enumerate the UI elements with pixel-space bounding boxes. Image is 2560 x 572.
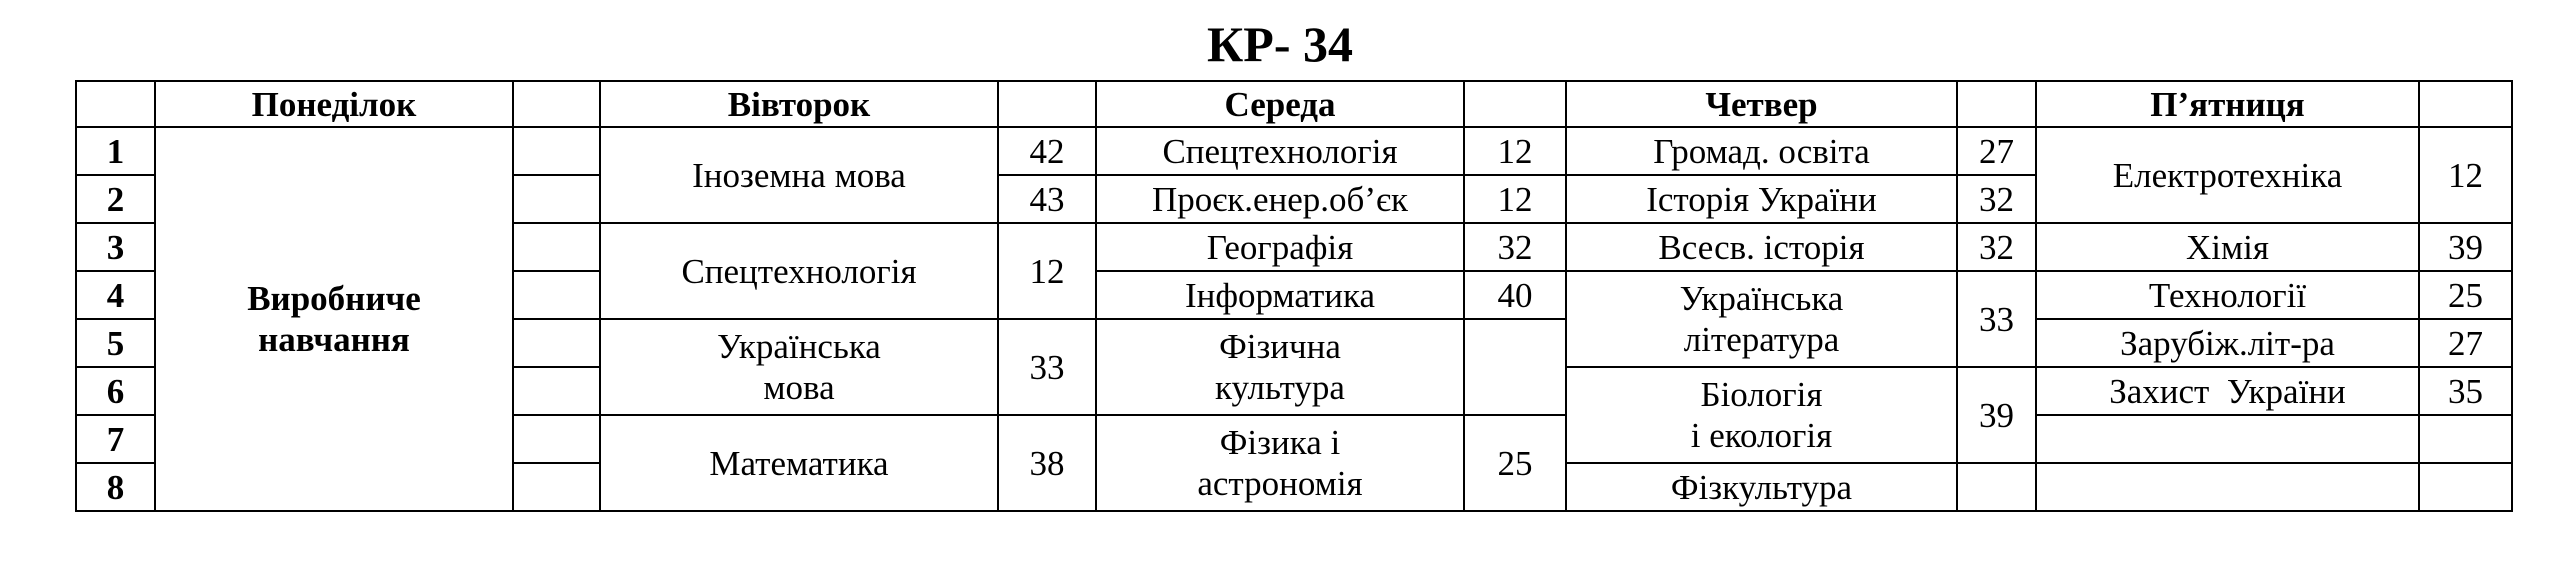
wednesday-subject: Інформатика: [1096, 271, 1464, 319]
friday-subject: Хімія: [2036, 223, 2419, 271]
thursday-room: 39: [1957, 367, 2036, 463]
monday-room-cell: [513, 175, 600, 223]
lesson-number: 7: [76, 415, 155, 463]
wednesday-subject: [1096, 415, 1464, 511]
tuesday-subject-line1: Українська: [717, 327, 881, 366]
monday-all-day-cell: [155, 127, 513, 511]
day-header-tuesday: Вівторок: [600, 81, 998, 127]
thursday-subject: [1566, 271, 1957, 367]
day-header-monday: Понеділок: [155, 81, 513, 127]
tuesday-subject: Математика: [600, 415, 998, 511]
lesson-number: 6: [76, 367, 155, 415]
page-title: КР- 34: [1207, 16, 1353, 72]
lesson-number: 2: [76, 175, 155, 223]
friday-room: [2419, 415, 2512, 463]
wednesday-room-header: [1464, 81, 1566, 127]
friday-subject: Технології: [2036, 271, 2419, 319]
lesson-number: 4: [76, 271, 155, 319]
friday-subject: Електротехніка: [2036, 127, 2419, 223]
wednesday-room: 32: [1464, 223, 1566, 271]
monday-room-header: [513, 81, 600, 127]
thursday-room: [1957, 463, 2036, 511]
friday-room-header: [2419, 81, 2512, 127]
thursday-subject-line1: Біологія: [1700, 375, 1823, 414]
friday-room: 35: [2419, 367, 2512, 415]
tuesday-room: 12: [998, 223, 1096, 319]
monday-room-cell: [513, 319, 600, 367]
thursday-subject-line2: література: [1683, 320, 1840, 359]
schedule-table: [75, 80, 2513, 512]
wednesday-room: [1464, 319, 1566, 415]
friday-room: 12: [2419, 127, 2512, 223]
monday-room-cell: [513, 415, 600, 463]
monday-room-cell: [513, 127, 600, 175]
friday-subject: [2036, 415, 2419, 463]
wednesday-subject-line2: астрономія: [1197, 464, 1363, 503]
tuesday-room: 33: [998, 319, 1096, 415]
tuesday-subject: [600, 319, 998, 415]
day-header-friday: П’ятниця: [2036, 81, 2419, 127]
day-header-wednesday: Середа: [1096, 81, 1464, 127]
friday-subject: [2036, 463, 2419, 511]
tuesday-subject: Спецтехнологія: [600, 223, 998, 319]
wednesday-subject: [1096, 319, 1464, 415]
thursday-subject: Історія України: [1566, 175, 1957, 223]
wednesday-room: 40: [1464, 271, 1566, 319]
wednesday-subject: Спецтехнологія: [1096, 127, 1464, 175]
wednesday-subject-line2: культура: [1215, 368, 1345, 407]
friday-room: 25: [2419, 271, 2512, 319]
friday-room: 39: [2419, 223, 2512, 271]
wednesday-room: 12: [1464, 127, 1566, 175]
day-header-thursday: Четвер: [1566, 81, 1957, 127]
tuesday-room: 38: [998, 415, 1096, 511]
thursday-subject: Всесв. історія: [1566, 223, 1957, 271]
header-row: [76, 81, 2512, 127]
monday-room-cell: [513, 223, 600, 271]
wednesday-subject-line1: Фізика і: [1219, 423, 1341, 462]
wednesday-subject: Проєк.енер.об’єк: [1096, 175, 1464, 223]
monday-room-cell: [513, 463, 600, 511]
lesson-number: 8: [76, 463, 155, 511]
tuesday-subject: Іноземна мова: [600, 127, 998, 223]
lesson-row-1: [76, 127, 2512, 175]
thursday-subject-line2: і екологія: [1690, 416, 1833, 455]
friday-room: [2419, 463, 2512, 511]
thursday-subject: Громад. освіта: [1566, 127, 1957, 175]
thursday-subject: Фізкультура: [1566, 463, 1957, 511]
thursday-room-header: [1957, 81, 2036, 127]
lesson-number: 5: [76, 319, 155, 367]
thursday-room: 33: [1957, 271, 2036, 367]
thursday-subject-line1: Українська: [1679, 279, 1844, 318]
wednesday-subject: Географія: [1096, 223, 1464, 271]
thursday-room: 32: [1957, 175, 2036, 223]
wednesday-subject-line1: Фізична: [1219, 327, 1341, 366]
friday-room: 27: [2419, 319, 2512, 367]
monday-room-cell: [513, 271, 600, 319]
monday-all-day-line1: Виробниче: [247, 279, 421, 318]
corner-cell: [76, 81, 155, 127]
wednesday-room: 12: [1464, 175, 1566, 223]
friday-subject: Зарубіж.літ-ра: [2036, 319, 2419, 367]
tuesday-room-header: [998, 81, 1096, 127]
tuesday-subject-line2: мова: [763, 368, 835, 407]
monday-room-cell: [513, 367, 600, 415]
lesson-number: 3: [76, 223, 155, 271]
monday-all-day-line2: навчання: [258, 320, 410, 359]
thursday-room: 27: [1957, 127, 2036, 175]
wednesday-room: 25: [1464, 415, 1566, 511]
thursday-room: 32: [1957, 223, 2036, 271]
lesson-number: 1: [76, 127, 155, 175]
friday-subject: Захист України: [2036, 367, 2419, 415]
tuesday-room: 43: [998, 175, 1096, 223]
tuesday-room: 42: [998, 127, 1096, 175]
thursday-subject: [1566, 367, 1957, 463]
